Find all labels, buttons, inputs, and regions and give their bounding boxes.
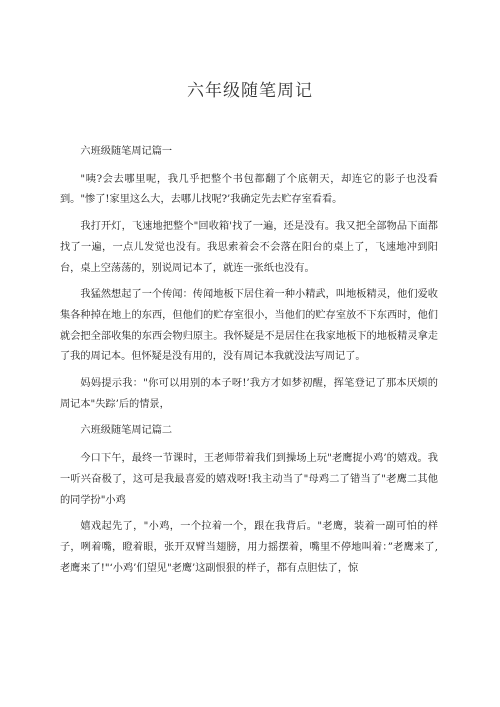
document-title: 六年级随笔周记 [187,81,313,101]
paragraph: "咦?会去哪里呢，我几乎把整个书包都翻了个底朝天，却连它的影子也没看到。"惨了!家里这么大，去哪儿找呢?’我确定先去贮存室看看。 [60,173,438,206]
paragraph: 妈妈提示我："你可以用别的本子呀!’我方才如梦初醒，挥笔登记了那本厌烦的周记本"失踪’后的情景， [60,378,438,410]
document-body [60,142,438,585]
paragraph: 我猛然想起了一个传闻：传闻地板下居住着一种小精武，叫地板精灵，他们爱收集各种掉在地上的东西，但他们的贮存室很小，当他们的贮存室放不下东西时，他们就会把全部收集的东西会物归原主。我怀疑是不是居住在我家地板下的地板精灵拿走了我的周记本。但怀疑是没有用的，没有周记本我就没法写周记了。 [60,289,438,363]
paragraph: 今口下午，最终一节课时，王老师带着我们到操场上玩"老鹰捉小鸡’的嬉戏。我一听兴奋极了，这可是我最喜爱的嬉戏呀!我主动当了"母鸡二了错当了"老鹰二其他的同学扮"小鸡 [60,453,438,506]
section-heading-2: 六班级随笔周记篇二 [80,425,173,437]
section-heading-1: 六班级随笔周记篇一 [80,146,173,157]
paragraph: 嬉戏起先了，"小鸡，一个拉着一个，跟在我背后。"老鹰，装着一副可怕的样子，咧着嘴，瞪着眼，张开双臂当翅膀，用力摇摆着，嘴里不停地叫着：”老鹰来了,老鹰来了!"‘小鸡’们望见"老鹰’这副恨狠的样子，都有点胆怯了，惊 [60,521,438,574]
paragraph: 我打开灯，飞速地把整个"回收箱'找了一遍，还是没有。我又把全部物品下面都找了一遍，一点儿发觉也没有。我思索着会不会落在阳台的桌上了，飞速地冲到阳台，桌上空荡荡的，别说周记本了，就连一张纸也没有。 [60,221,438,274]
